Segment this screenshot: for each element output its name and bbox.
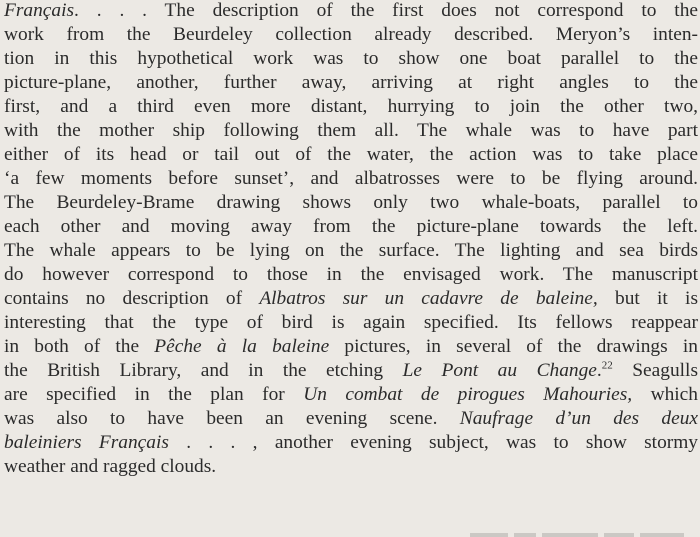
text-run: which bbox=[632, 384, 698, 405]
body-paragraph bbox=[4, 0, 698, 479]
text-run: The whale appears to be lying on the surface. The lighting and sea birds bbox=[4, 240, 698, 261]
text-line-3 bbox=[4, 47, 698, 71]
text-line-2 bbox=[4, 23, 698, 47]
text-line-19 bbox=[4, 431, 698, 455]
text-line-18 bbox=[4, 407, 698, 431]
text-run: . . . , another evening subject, was to show stormy bbox=[168, 432, 699, 453]
text-run: but it is bbox=[597, 288, 698, 309]
text-run: Seagulls bbox=[612, 360, 698, 381]
text-run: do however correspond to those in the envisaged work. The manuscript bbox=[4, 264, 698, 285]
italic-title: Le Pont au Change bbox=[402, 360, 597, 381]
italic-title: baleiniers Français bbox=[4, 432, 169, 453]
text-run: pictures, in several of the drawings in bbox=[329, 336, 698, 357]
text-run: contains no description of bbox=[4, 288, 260, 309]
text-line-10 bbox=[4, 215, 698, 239]
text-line-14 bbox=[4, 311, 698, 335]
italic-title: Français bbox=[4, 0, 75, 21]
text-run: the British Library, and in the etching bbox=[4, 360, 403, 381]
text-run: weather and ragged clouds. bbox=[4, 456, 217, 477]
text-line-4 bbox=[4, 71, 698, 95]
text-run: tion in this hypothetical work was to show one boat parallel to the bbox=[4, 48, 698, 69]
text-line-13 bbox=[4, 287, 698, 311]
text-line-11 bbox=[4, 239, 698, 263]
text-line-12 bbox=[4, 263, 698, 287]
text-line-20 bbox=[4, 455, 698, 479]
text-run: picture-plane, another, further away, arriving at right angles to the bbox=[4, 72, 698, 93]
text-line-5 bbox=[4, 95, 698, 119]
text-line-16 bbox=[4, 359, 698, 383]
text-run: . . . . The description of the first does not correspond to the bbox=[74, 0, 698, 21]
text-line-7 bbox=[4, 143, 698, 167]
text-run: are specified in the plan for bbox=[4, 384, 304, 405]
text-run: either of its head or tail out of the water, the action was to take place bbox=[4, 144, 698, 165]
italic-title: Albatros sur un cadavre de baleine, bbox=[259, 288, 598, 309]
text-run: in both of the bbox=[4, 336, 155, 357]
text-run: was also to have been an evening scene. bbox=[4, 408, 460, 429]
italic-title: Pêche à la baleine bbox=[154, 336, 330, 357]
text-run: The Beurdeley-Brame drawing shows only two whale-boats, parallel to bbox=[4, 192, 698, 213]
text-run: . bbox=[596, 360, 602, 381]
text-line-8 bbox=[4, 167, 698, 191]
text-line-1 bbox=[4, 0, 698, 23]
text-run: with the mother ship following them all. The whale was to have part bbox=[4, 120, 698, 141]
text-run: each other and moving away from the picture-plane towards the left. bbox=[4, 216, 698, 237]
italic-title: Naufrage d’un des deux bbox=[459, 408, 698, 429]
text-run: first, and a third even more distant, hurrying to join the other two, bbox=[4, 96, 698, 117]
text-line-9 bbox=[4, 191, 698, 215]
text-run: interesting that the type of bird is again specified. Its fellows reappear bbox=[4, 312, 698, 333]
text-line-15 bbox=[4, 335, 698, 359]
footnote-marker: 22 bbox=[601, 359, 613, 372]
text-line-6 bbox=[4, 119, 698, 143]
italic-title: Un combat de pirogues Mahouries, bbox=[303, 384, 633, 405]
show-through-text bbox=[470, 525, 698, 537]
text-run: ‘a few moments before sunset’, and albatrosses were to be flying around. bbox=[4, 168, 698, 189]
text-run: work from the Beurdeley collection already described. Meryon’s inten- bbox=[4, 24, 698, 45]
text-line-17 bbox=[4, 383, 698, 407]
